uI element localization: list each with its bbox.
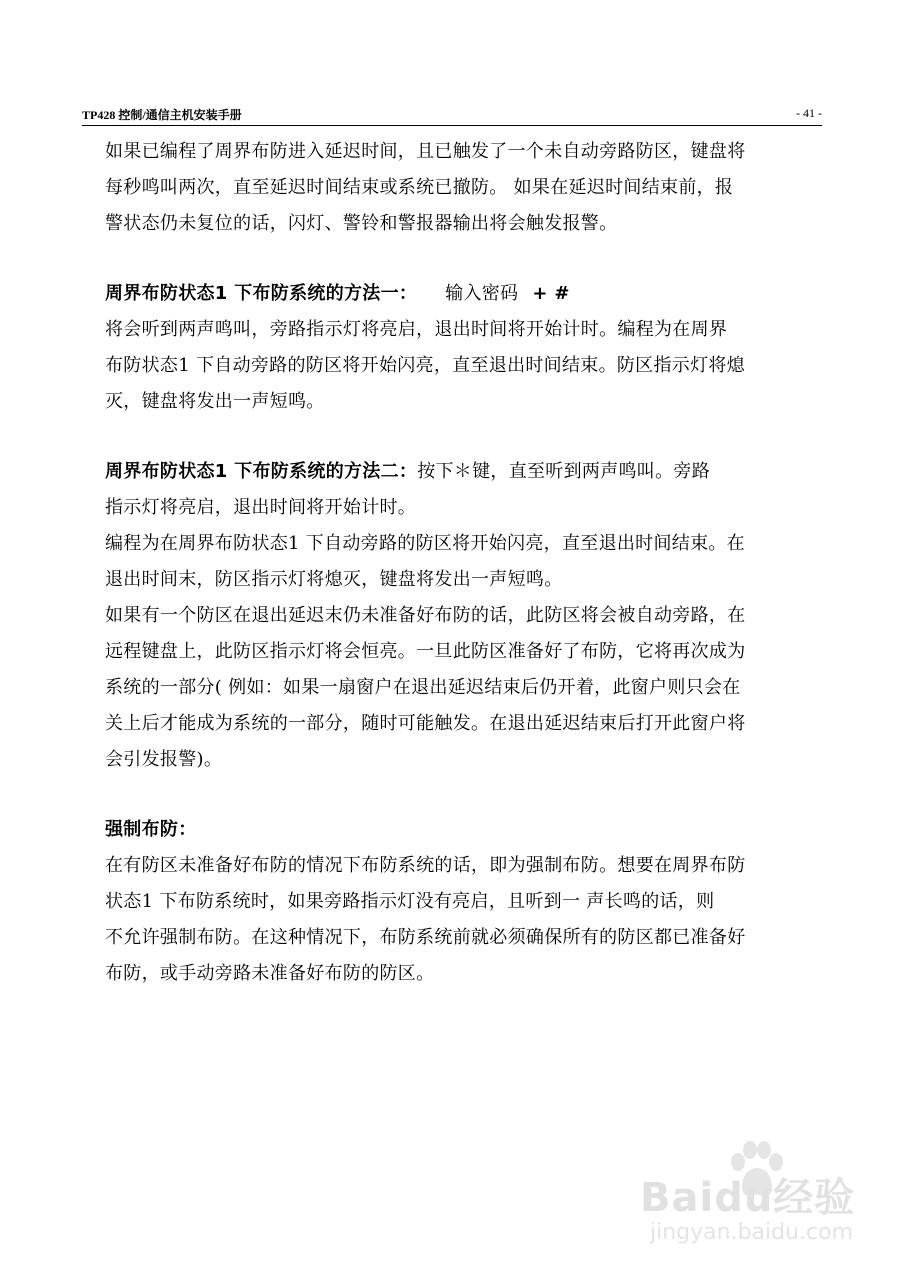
method1-heading-tail: 输入密码	[445, 283, 519, 304]
method1-key-sequence: + #	[532, 283, 570, 304]
text-line: 编程为在周界布防状态1 下自动旁路的防区将开始闪亮，直至退出时间结束。在	[105, 533, 745, 554]
text-line: 不允许强制布防。在这种情况下，布防系统前就必须确保所有的防区都已准备好	[105, 927, 746, 948]
text-line: 指示灯将亮启，退出时间将开始计时。	[105, 497, 417, 518]
text-line: 远程键盘上，此防区指示灯将会恒亮。一旦此防区准备好了布防，它将再次成为	[105, 641, 746, 662]
intro-paragraph	[105, 134, 827, 242]
text-line: 关上后才能成为系统的一部分，随时可能触发。在退出延迟结束后打开此窗户将	[105, 713, 746, 734]
document-title: TP428 控制/通信主机安装手册	[82, 108, 242, 122]
text-line: 如果已编程了周界布防进入延迟时间，且已触发了一个未自动旁路防区，键盘将	[105, 141, 746, 162]
text-line: 布防状态1 下自动旁路的防区将开始闪亮，直至退出时间结束。防区指示灯将熄	[105, 355, 745, 376]
watermark-logo: Baidu经验	[640, 1175, 856, 1221]
forced-arming-heading: 强制布防：	[105, 819, 197, 840]
forced-arming-section	[105, 812, 827, 992]
text-line: 每秒鸣叫两次，直至延迟时间结束或系统已撤防。 如果在延迟时间结束前，报	[105, 177, 734, 198]
text-line: 如果有一个防区在退出延迟末仍未准备好布防的话，此防区将会被自动旁路，在	[105, 605, 746, 626]
text-line: 系统的一部分( 例如：如果一扇窗户在退出延迟结束后仍开着，此窗户则只会在	[105, 677, 741, 698]
text-line: 警状态仍未复位的话，闪灯、警铃和警报器输出将会触发报警。	[105, 213, 618, 234]
page-body	[105, 134, 827, 992]
method1-heading-line	[105, 276, 827, 312]
text-line: 退出时间末，防区指示灯将熄灭，键盘将发出一声短鸣。	[105, 569, 563, 590]
page-header	[82, 106, 822, 128]
watermark-url: jingyan.baidu.com	[650, 1220, 854, 1245]
text-line: 状态1 下布防系统时，如果旁路指示灯没有亮启，且听到一 声长鸣的话，则	[105, 891, 715, 912]
text-line: 布防，或手动旁路未准备好布防的防区。	[105, 963, 435, 984]
method2-section	[105, 454, 827, 778]
baidu-watermark	[640, 1140, 880, 1260]
text-line: 在有防区未准备好布防的情况下布防系统的话，即为强制布防。想要在周界布防	[105, 855, 746, 876]
text-line: 将会听到两声鸣叫，旁路指示灯将亮启，退出时间将开始计时。编程为在周界	[105, 319, 728, 340]
method1-section	[105, 276, 827, 420]
page-number: - 41 -	[796, 106, 822, 120]
method2-heading-line	[105, 454, 827, 490]
method2-heading: 周界布防状态1 下布防系统的方法二：	[105, 461, 418, 482]
method2-heading-tail: 按下＊键，直至听到两声鸣叫。旁路	[417, 461, 711, 482]
paragraph-gap	[105, 778, 827, 812]
paragraph-gap	[105, 242, 827, 276]
header-rule	[82, 125, 822, 126]
text-line: 灭，键盘将发出一声短鸣。	[105, 391, 325, 412]
method1-heading: 周界布防状态1 下布防系统的方法一：	[105, 283, 418, 304]
text-line: 会引发报警)。	[105, 749, 223, 770]
paragraph-gap	[105, 420, 827, 454]
